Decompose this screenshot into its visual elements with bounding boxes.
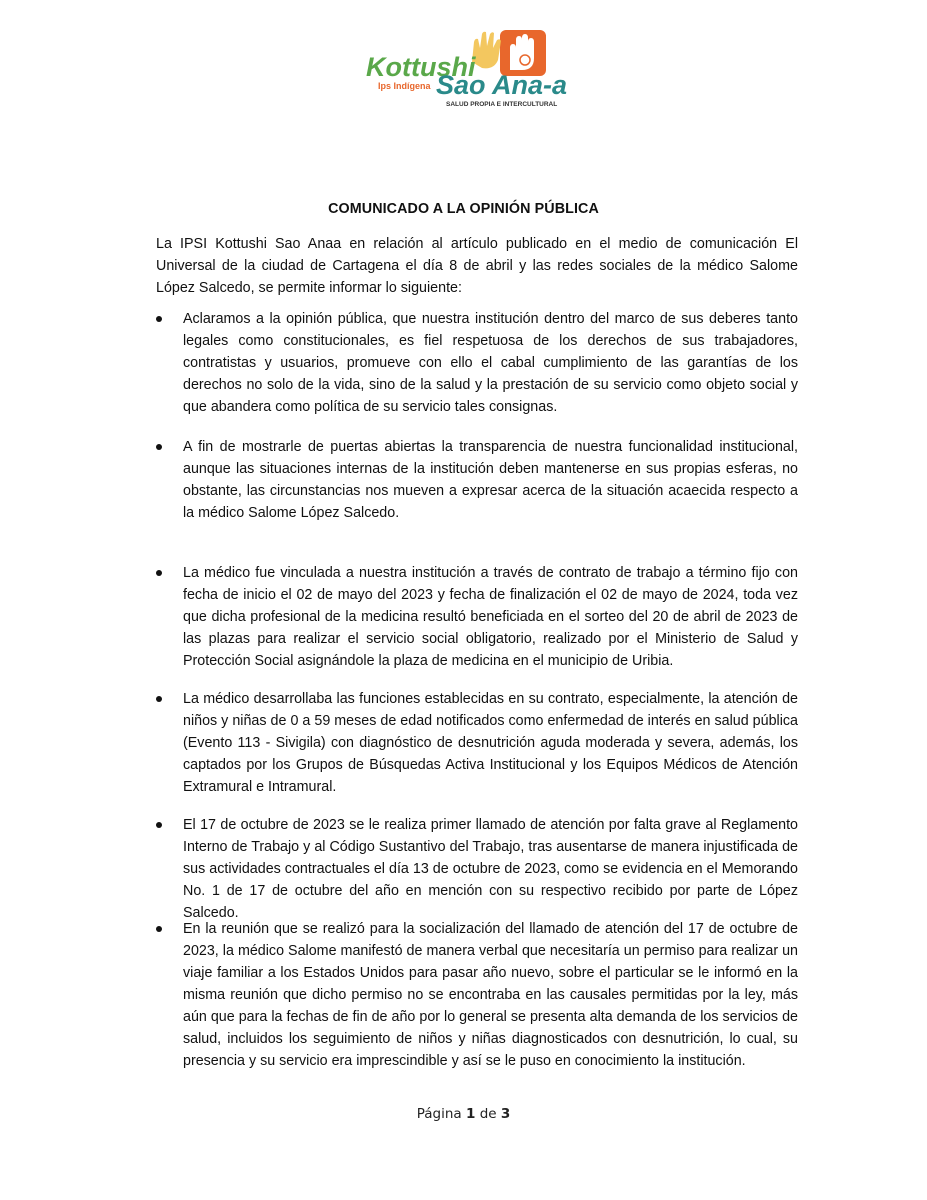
document-title: COMUNICADO A LA OPINIÓN PÚBLICA — [328, 201, 599, 217]
bullet-icon — [156, 822, 162, 828]
logo-slogan: SALUD PROPIA E INTERCULTURAL — [446, 101, 558, 108]
bullet-icon — [156, 926, 162, 932]
list-item — [156, 688, 798, 814]
bullet-icon — [156, 316, 162, 322]
page-number — [0, 1106, 927, 1122]
current-page: 1 — [465, 1106, 476, 1122]
list-item-text: Aclaramos a la opinión pública, que nuestra institución dentro del marco de sus deberes tanto legales como constitucionales, es fiel respetuosa de los derechos de sus trabajadores, contratistas y usuarios, promueve con ello el cabal cumplimiento de las garantías de los derechos no solo de la vida, sino de la salud y la prestación de su servicio como objeto social y que abandera como política de su servicio tales consignas. — [183, 311, 798, 415]
list-item-text: A fin de mostrarle de puertas abiertas la transparencia de nuestra funcionalidad institucional, aunque las situaciones internas de la institución deben mantenerse en sus propias esferas, no obstante, las circunstancias nos mueven a expresar acerca de la situación acaecida respecto a la médico Salome López Salcedo. — [183, 439, 798, 521]
of-word: de — [479, 1106, 497, 1122]
green-hand-icon — [472, 32, 501, 69]
logo-brand-line1: Kottushi — [366, 52, 476, 82]
list-item — [156, 918, 798, 1072]
bullet-icon — [156, 570, 162, 576]
bullet-icon — [156, 444, 162, 450]
list-item-text: La médico desarrollaba las funciones establecidas en su contrato, especialmente, la atención de niños y niñas de 0 a 59 meses de edad notificados como enfermedad de interés en salud pública (Evento 113 - Sivigila) con diagnóstico de desnutrición aguda moderada y severa, además, los captados por los Grupos de Búsquedas Activa Institucional y los Equipos Médicos de Atención Extramural e Intramural. — [183, 691, 798, 795]
logo-brand-line2: Sao Ana-a — [436, 70, 568, 100]
list-item — [156, 814, 798, 921]
logo-tag: Ips Indígena — [378, 81, 431, 91]
institution-logo — [360, 26, 570, 116]
intro-paragraph: La IPSI Kottushi Sao Anaa en relación al artículo publicado en el medio de comunicación El Universal de la ciudad de Cartagena el día 8 de abril y las redes sociales de la médico Salome López Salcedo, se permite informar lo siguiente: — [156, 236, 798, 296]
list-item — [156, 562, 798, 688]
bullet-icon — [156, 696, 162, 702]
page-word: Página — [416, 1106, 462, 1122]
list-item-text: En la reunión que se realizó para la socialización del llamado de atención del 17 de octubre de 2023, la médico Salome manifestó de manera verbal que necesitaría un permiso para realizar un viaje familiar a los Estados Unidos para pasar año nuevo, sobre el particular se le informó en la misma reunión que dicho permiso no se encontraba en las causales permitidas por la ley, más aún que para la fechas de fin de año por lo general se presenta alta demanda de los servicios de salud, incluidos los seguimiento de niños y niñas diagnosticados con desnutrición, lo cual, su presencia y su servicio era imprescindible y así se le puso en conocimiento la institución. — [183, 921, 798, 1069]
total-pages: 3 — [500, 1106, 511, 1122]
list-item-text: La médico fue vinculada a nuestra institución a través de contrato de trabajo a término fijo con fecha de inicio el 02 de mayo del 2023 y fecha de finalización el 02 de mayo de 2024, toda vez que dicha profesional de la medicina resultó beneficiada en el sorteo del 20 de abril de 2023 de las plazas para realizar el servicio social obligatorio, realizado por el Ministerio de Salud y Protección Social asignándole la plaza de medicina en el municipio de Uribia. — [183, 565, 798, 669]
statement-list — [156, 308, 798, 1072]
list-item-text: El 17 de octubre de 2023 se le realiza primer llamado de atención por falta grave al Reglamento Interno de Trabajo y al Código Sustantivo del Trabajo, tras ausentarse de manera injustificada de sus actividades contractuales el día 13 de octubre de 2023, como se evidencia en el Memorando No. 1 de 17 de octubre del año en mención con su respectivo recibido por parte de López Salcedo. — [183, 817, 798, 921]
list-item — [156, 308, 798, 436]
list-item — [156, 436, 798, 562]
